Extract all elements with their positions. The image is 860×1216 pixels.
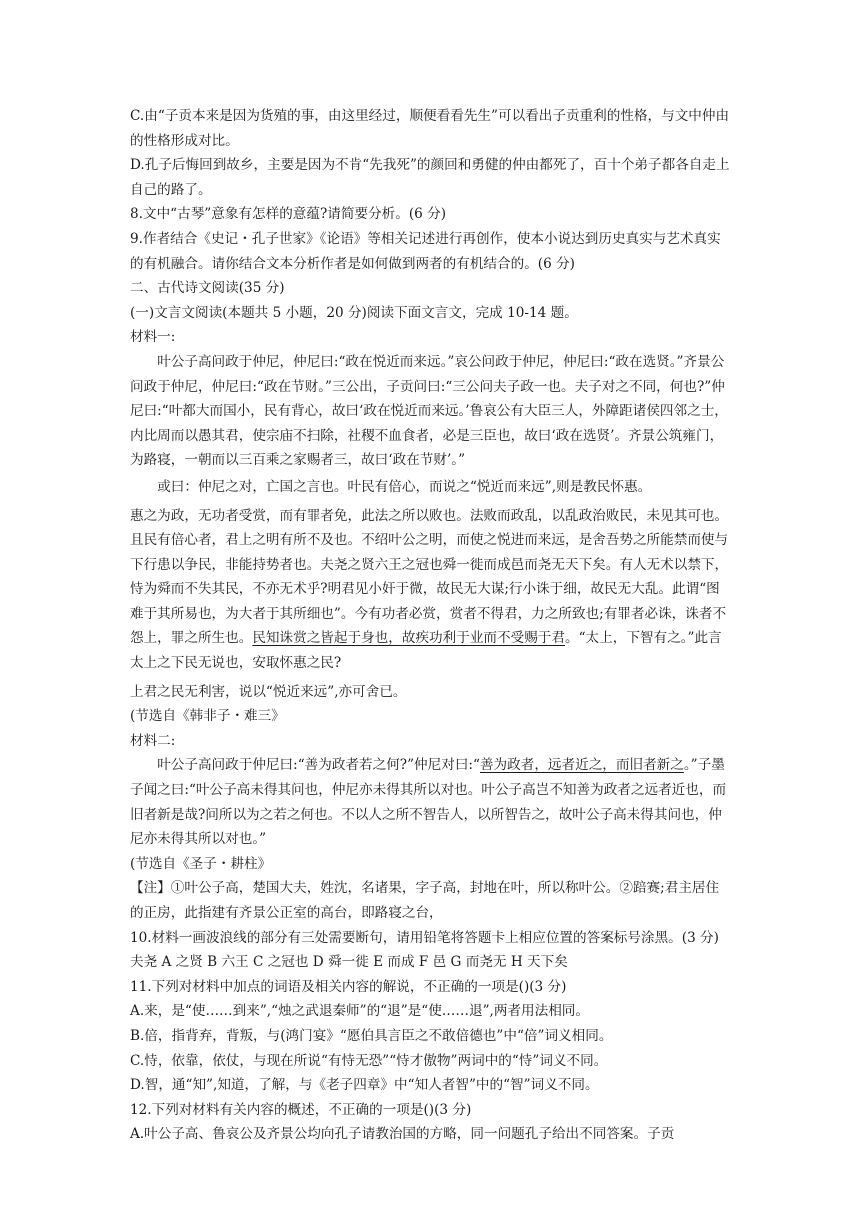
option-c: C.由“子贡本来是因为货殖的事，由这里经过，顺便看看先生”可以看出子贡重利的性格，与文中仲由的性格形成对比。 bbox=[130, 108, 730, 149]
section-heading: 二、古代诗文阅读(35 分) bbox=[130, 280, 285, 297]
material-2-underlined: 善为政者，远者近之，而旧者新之 bbox=[479, 757, 684, 774]
question-9: 9.作者结合《史记・孔子世家》《论语》等相关记述进行再创作，使本小说达到历史真实与艺术真实的有机融合。请你结合文本分析作者是如何做到两者的有机结合的。(6 分) bbox=[130, 230, 721, 272]
question-11-option-a: A.来，是“使……到来”,“烛之武退秦师”的“退”是“使……退”,两者用法相同。 bbox=[130, 1003, 589, 1020]
material-1-paragraph-2-first-line: 或曰：仲尼之对，亡国之言也。叶民有倍心，而说之“悦近而来远”,则是教民怀惠。 bbox=[157, 478, 652, 495]
annotation-note: 【注】①叶公子高，楚国大夫，姓沈，名诸果，字子高，封地在叶，所以称叶公。②踣赛;君主居住的正房，此指建有齐景公正室的高台，即路寝之台， bbox=[130, 880, 720, 921]
underlined-sentence: 民知诛赏之皆起于身也，故疾功利于业而不受赐于君 bbox=[252, 630, 565, 647]
material-2-paragraph bbox=[130, 753, 732, 851]
material-2-text-end: 。”子墨子闻之曰:“叶公子高未得其问也，仲尼亦未得其所以对也。叶公子高岂不知善为政者之远者近也，而旧者新是哉?问所以为之若之何也。不以人之所不智告人，以所智告之，故叶公子高未得其问也，仲尼亦未得其所以对也。” bbox=[130, 757, 727, 848]
material-1-paragraph-3: 上君之民无利害，说以“悦近来远”,亦可舍已。 bbox=[130, 683, 407, 700]
question-11: 11.下列对材料中加点的词语及相关内容的解说，不正确的一项是()(3 分) bbox=[130, 978, 567, 995]
question-12: 12.下列对材料有关内容的概述，不正确的一项是()(3 分) bbox=[130, 1101, 472, 1118]
question-11-option-d: D.智，通“知”,知道，了解，与《老子四章》中“知人者智”中的“智”词义不同。 bbox=[130, 1077, 599, 1094]
source-2: (节选自《圣子・耕柱》 bbox=[130, 855, 272, 872]
subsection-heading: (一)文言文阅读(本题共 5 小题，20 分)阅读下面文言文，完成 10-14 题。 bbox=[130, 304, 578, 321]
material-1-paragraph-1: 叶公子高问政于仲尼，仲尼曰:“政在悦近而来远。”哀公问政于仲尼，仲尼曰:“政在选贤。”齐景公问政于仲尼，仲尼曰:“政在节财。”三公出，子贡问曰:“三公问夫子政一也。夫子对之不同，何也?”仲尼曰:“叶都大而国小，民有背心，故曰‘政在悦近而来远。’鲁哀公有大臣三人，外障距诸侯四邻之士，内比周而以愚其君，使宗庙不扫除，社稷不血食者，必是三臣也，故曰‘政在选贤’。齐景公筑雍门，为路寝，一朝而以三百乘之家赐者三，故曰‘政在节财’。” bbox=[130, 353, 728, 469]
material-2-label: 材料二: bbox=[130, 732, 176, 749]
question-11-option-b: B.倍，指背弃，背叛，与(鸿门宴》“愿伯具言臣之不敢倍德也”中“倍”词义相同。 bbox=[130, 1027, 613, 1044]
question-10-options: 夫尧 A 之贤 B 六王 C 之冠也 D 舜一徙 E 而成 F 邑 G 而尧无 H 天下矣 bbox=[130, 954, 568, 971]
material-1-label: 材料一: bbox=[130, 329, 176, 346]
material-1-paragraph-2 bbox=[130, 504, 732, 676]
material-1-text-end: 。“太上，下智有之。”此言太上之下民无说也，安取怀惠之民? bbox=[130, 630, 722, 672]
option-d: D.孔子后悔回到故乡，主要是因为不肯“先我死”的颜回和勇健的仲由都死了，百十个弟子都各自走上自己的路了。 bbox=[130, 157, 730, 198]
material-2-text: 叶公子高问政于仲尼曰:“善为政者若之何?”仲尼对曰:“ bbox=[157, 757, 480, 774]
question-11-option-c: C.恃，依靠，依仗，与现在所说“有恃无恐”“恃才傲物”两词中的“恃”词义不同。 bbox=[130, 1052, 608, 1069]
source-1: (节选自《韩非子・难三》 bbox=[130, 708, 285, 725]
question-12-option-a: A.叶公子高、鲁哀公及齐景公均向孔子请教治国的方略，同一问题孔子给出不同答案。子贡 bbox=[130, 1126, 675, 1143]
material-1-text: 惠之为政，无功者受赏，而有罪者免，此法之所以败也。法败而政乱，以乱政治败民，未见其可也。且民有倍心者，君上之明有所不及也。不绍叶公之明，而使之悦进而来远，是舍吾势之所能禁而使与下行患以争民，非能持势者也。夫尧之贤六王之冠也舜一徙而成邑而尧无天下矣。有人无术以禁下，恃为舜而不失其民，不亦无术乎?明君见小奸于微，故民无大谋;行小诛于细，故民无大乱。此谓“图难于其所易也，为大者于其所细也”。今有功者必赏，赏者不得君，力之所致也;有罪者必诛，诛者不怨上，罪之所生也。 bbox=[130, 507, 729, 647]
question-10: 10.材料一画波浪线的部分有三处需要断句，请用铅笔将答题卡上相应位置的答案标号涂黑。(3 分) bbox=[130, 929, 719, 946]
document-body bbox=[130, 104, 732, 1147]
question-8: 8.文中“古琴”意象有怎样的意蕴?请简要分析。(6 分) bbox=[130, 206, 447, 223]
